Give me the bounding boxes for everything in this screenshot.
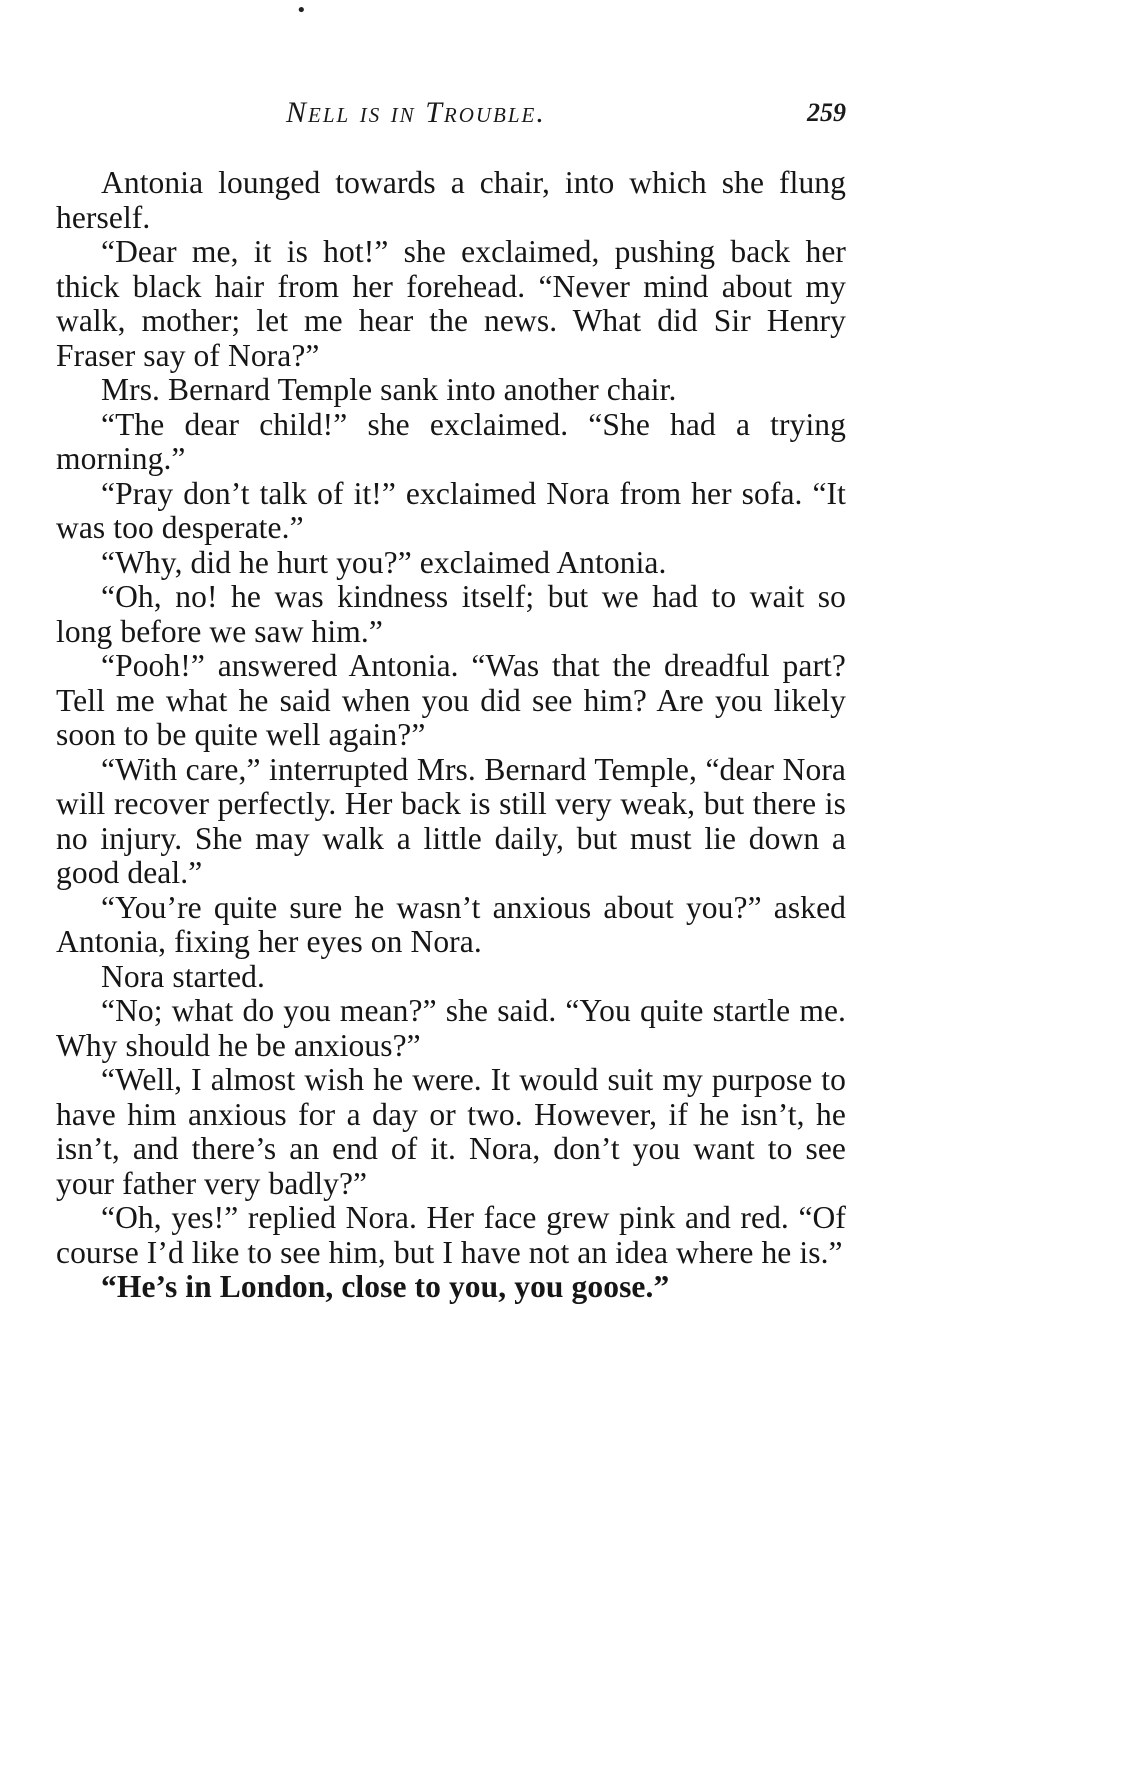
paragraph: Nora started. — [101, 958, 265, 994]
paragraph: “Well, I almost wish he were. It would suit my purpose to have him anxious for a day or two. However, if he isn’t, he isn’t, and there’s an end of it. Nora, don’t you want to see your father very badly?” — [56, 1062, 846, 1201]
page-header — [56, 96, 846, 136]
paragraph: “Why, did he hurt you?” exclaimed Antonia. — [101, 544, 667, 580]
paragraph: “Pooh!” answered Antonia. “Was that the dreadful part? Tell me what he said when you did see him? Are you likely soon to be quite well again?” — [56, 648, 846, 752]
paragraph: “Oh, no! he was kindness itself; but we had to wait so long before we saw him.” — [56, 579, 846, 649]
page-number: 259 — [807, 98, 846, 127]
paragraph: “He’s in London, close to you, you goose.” — [101, 1269, 670, 1304]
print-speck: • — [296, 0, 307, 21]
paragraph: Mrs. Bernard Temple sank into another chair. — [101, 372, 677, 407]
paragraph: Antonia lounged towards a chair, into which she flung herself. — [56, 165, 846, 235]
paragraph: “Pray don’t talk of it!” exclaimed Nora from her sofa. “It was too desperate.” — [56, 475, 846, 545]
running-title: Nell is in Trouble. — [286, 96, 546, 129]
paragraph: “Oh, yes!” replied Nora. Her face grew pink and red. “Of course I’d like to see him, but I have not an idea where he is.” — [56, 1200, 846, 1270]
body-text — [56, 166, 846, 1305]
paragraph: “The dear child!” she exclaimed. “She had a trying morning.” — [56, 406, 846, 476]
paragraph: “Dear me, it is hot!” she exclaimed, pushing back her thick black hair from her forehead. “Never mind about my walk, mother; let me hear the news. What did Sir Henry Fraser say of Nora?” — [56, 234, 846, 373]
paragraph: “No; what do you mean?” she said. “You quite startle me. Why should he be anxious?” — [56, 993, 846, 1063]
paragraph: “With care,” interrupted Mrs. Bernard Temple, “dear Nora will recover perfectly. Her back is still very weak, but there is no injury. She may walk a little daily, but must lie down a good deal.” — [56, 751, 846, 890]
paragraph: “You’re quite sure he wasn’t anxious about you?” asked Antonia, fixing her eyes on Nora. — [56, 889, 846, 959]
